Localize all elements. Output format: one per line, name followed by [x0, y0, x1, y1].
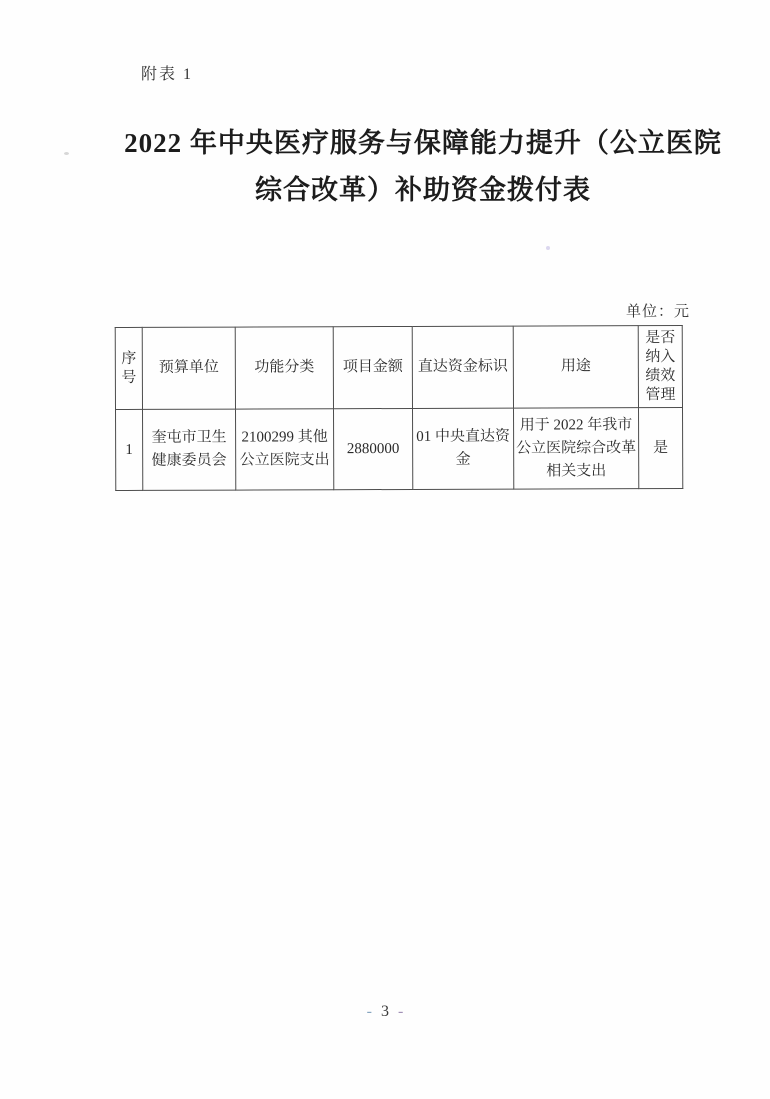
scan-speck — [546, 246, 550, 250]
col-header-seq: 序号 — [115, 327, 142, 409]
unit-label: 单位：元 — [625, 304, 690, 320]
cell-purpose: 用于 2022 年我市公立医院综合改革相关支出 — [514, 408, 639, 489]
cell-direct-fund: 01 中央直达资金 — [413, 408, 514, 489]
funding-allocation-table — [115, 325, 684, 491]
col-header-budget-unit: 预算单位 — [142, 327, 235, 409]
cell-amount: 2880000 — [334, 408, 413, 489]
col-header-function: 功能分类 — [235, 327, 333, 409]
attachment-label: 附表 1 — [141, 66, 194, 83]
title-line-2: 综合改革）补助资金拨付表 — [255, 175, 591, 205]
document-title — [75, 120, 770, 214]
page-number-value: 3 — [381, 1003, 389, 1020]
table-row — [116, 408, 683, 491]
col-header-direct-fund: 直达资金标识 — [412, 326, 513, 408]
table-header-row — [115, 326, 682, 410]
page-number-dash-right: - — [398, 1003, 404, 1020]
cell-performance: 是 — [639, 408, 683, 489]
col-header-purpose: 用途 — [513, 326, 638, 408]
scan-speck — [64, 152, 69, 155]
page-number-dash-left: - — [366, 1003, 372, 1020]
cell-seq: 1 — [116, 409, 143, 490]
page-number — [0, 1003, 770, 1021]
col-header-amount: 项目金额 — [333, 326, 412, 408]
title-line-1: 2022 年中央医疗服务与保障能力提升（公立医院 — [124, 128, 722, 158]
cell-function: 2100299 其他公立医院支出 — [236, 409, 334, 490]
cell-budget-unit: 奎屯市卫生健康委员会 — [143, 409, 236, 490]
col-header-performance: 是否纳入绩效管理 — [638, 326, 682, 408]
